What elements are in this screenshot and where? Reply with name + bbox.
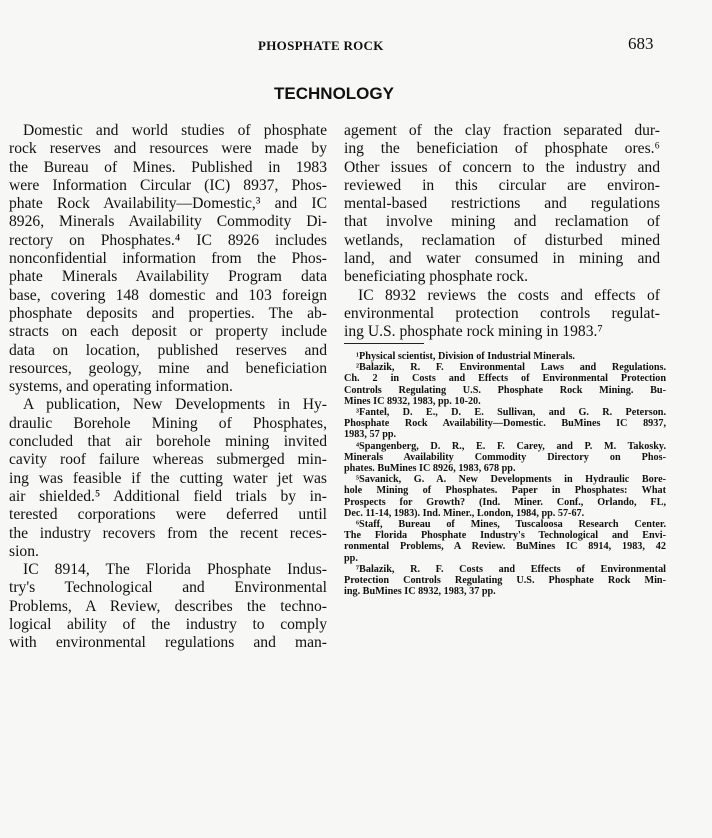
body-line: with environmental regulations and man- (9, 634, 327, 652)
body-line: terested corporations were deferred until (9, 506, 327, 524)
body-line: rock reserves and resources were made by (9, 140, 327, 158)
body-line: sion. (9, 542, 39, 560)
body-line: wetlands, reclamation of disturbed mined (344, 231, 660, 249)
body-line: land, and water consumed in mining and (344, 250, 660, 268)
footnote-divider (344, 343, 424, 344)
footnote-line: 1983, 57 pp. (344, 429, 397, 441)
body-line: resources, geology, mine and beneficiation (9, 359, 327, 377)
body-line: that involve mining and reclamation of (344, 213, 660, 231)
footnote-line: ⁵Savanick, G. A. New Developments in Hydraulic Bore- (356, 474, 666, 486)
body-line: IC 8932 reviews the costs and effects of (358, 286, 660, 304)
footnote-line: phates. BuMines IC 8926, 1983, 678 pp. (344, 463, 516, 475)
body-line: 8926, Minerals Availability Commodity Di- (9, 213, 327, 231)
footnote-line: ronmental Problems, A Review. BuMines IC 8914, 1983, 42 (344, 541, 666, 553)
body-line: data on location, published reserves and (9, 341, 327, 359)
body-line: ing U.S. phosphate rock mining in 1983.⁷ (344, 323, 603, 341)
footnote-line: The Florida Phosphate Industry's Technological and Envi- (344, 530, 666, 542)
footnote-line: ⁴Spangenberg, D. R., E. F. Carey, and P. M. Takosky. (356, 440, 666, 452)
body-line: environmental protection controls regulat- (344, 304, 660, 322)
body-line: phate Rock Availability—Domestic,³ and IC (9, 195, 327, 213)
body-line: the industry recovers from the recent reces- (9, 524, 327, 542)
section-heading: TECHNOLOGY (274, 84, 394, 103)
footnote-line: Phosphate Rock Availability—Domestic. BuMines IC 8937, (344, 418, 666, 430)
body-line: agement of the clay fraction separated dur- (344, 122, 660, 139)
body-line: ing the beneficiation of phosphate ores.⁶ (344, 140, 660, 158)
body-line: Domestic and world studies of phosphate (23, 122, 327, 139)
body-line: phosphate deposits and properties. The ab- (9, 304, 327, 322)
body-line: try's Technological and Environmental (9, 579, 327, 597)
footnote-line: Dec. 11-14, 1983). Ind. Miner., London, 1984, pp. 57-67. (344, 507, 585, 519)
footnote-line: hole Mining of Phosphates. Paper in Phosphates: What (344, 485, 666, 497)
page-number: 683 (628, 34, 654, 53)
body-line: logical ability of the industry to comply (9, 616, 327, 634)
body-line: base, covering 148 domestic and 103 foreign (9, 286, 327, 304)
body-line: air shielded.⁵ Additional field trials by in- (9, 487, 327, 505)
footnote-line: ²Balazik, R. F. Environmental Laws and Regulations. (356, 362, 666, 374)
footnote-line: ing. BuMines IC 8932, 1983, 37 pp. (344, 586, 496, 598)
footnote-line: Controls Regulating U.S. Phosphate Rock Mining. Bu- (344, 384, 666, 396)
body-line: A publication, New Developments in Hy- (23, 396, 327, 414)
body-line: the Bureau of Mines. Published in 1983 (9, 158, 327, 176)
body-line: stracts on each deposit or property include (9, 323, 327, 341)
body-line: systems, and operating information. (9, 378, 233, 396)
body-line: Problems, A Review, describes the techno- (9, 597, 327, 615)
body-line: Other issues of concern to the industry and (344, 158, 660, 176)
body-column-right (344, 122, 660, 342)
body-line: beneficiating phosphate rock. (344, 268, 529, 286)
body-line: IC 8914, The Florida Phosphate Indus- (23, 561, 327, 579)
body-line: nonconfidential information from the Phos- (9, 250, 327, 268)
body-line: cavity roof failure whereas submerged min- (9, 451, 327, 469)
body-line: draulic Borehole Mining of Phosphates, (9, 414, 327, 432)
body-line: phate Minerals Availability Program data (9, 268, 327, 286)
footnote-line: ¹Physical scientist, Division of Industrial Minerals. (356, 351, 575, 362)
footnote-line: Prospects for Growth? (Ind. Miner. Conf., Orlando, FL, (344, 496, 666, 508)
body-column-left (9, 122, 327, 653)
body-line: mental-based restrictions and regulations (344, 195, 660, 213)
body-line: were Information Circular (IC) 8937, Phos- (9, 176, 327, 194)
footnote-line: ⁶Staff, Bureau of Mines, Tuscaloosa Research Center. (356, 519, 666, 531)
body-line: reviewed in this circular are environ- (344, 176, 660, 194)
body-line: rectory on Phosphates.⁴ IC 8926 includes (9, 231, 327, 249)
body-line: concluded that air borehole mining invited (9, 433, 327, 451)
footnote-line: pp. (344, 552, 358, 564)
footnote-line: Ch. 2 in Costs and Effects of Environmental Protection (344, 373, 666, 385)
footnote-line: Minerals Availability Commodity Directory on Phos- (344, 451, 666, 463)
footnote-line: ⁷Balazik, R. F. Costs and Effects of Environmental (356, 563, 666, 575)
footnote-line: ³Fantel, D. E., D. E. Sullivan, and G. R. Peterson. (356, 407, 666, 419)
body-line: ing was feasible if the cutting water jet was (9, 469, 327, 487)
footnote-line: Mines IC 8932, 1983, pp. 10-20. (344, 395, 481, 407)
footnote-line: Protection Controls Regulating U.S. Phosphate Rock Min- (344, 575, 666, 587)
footnotes (344, 351, 666, 597)
running-head: PHOSPHATE ROCK (258, 38, 384, 53)
